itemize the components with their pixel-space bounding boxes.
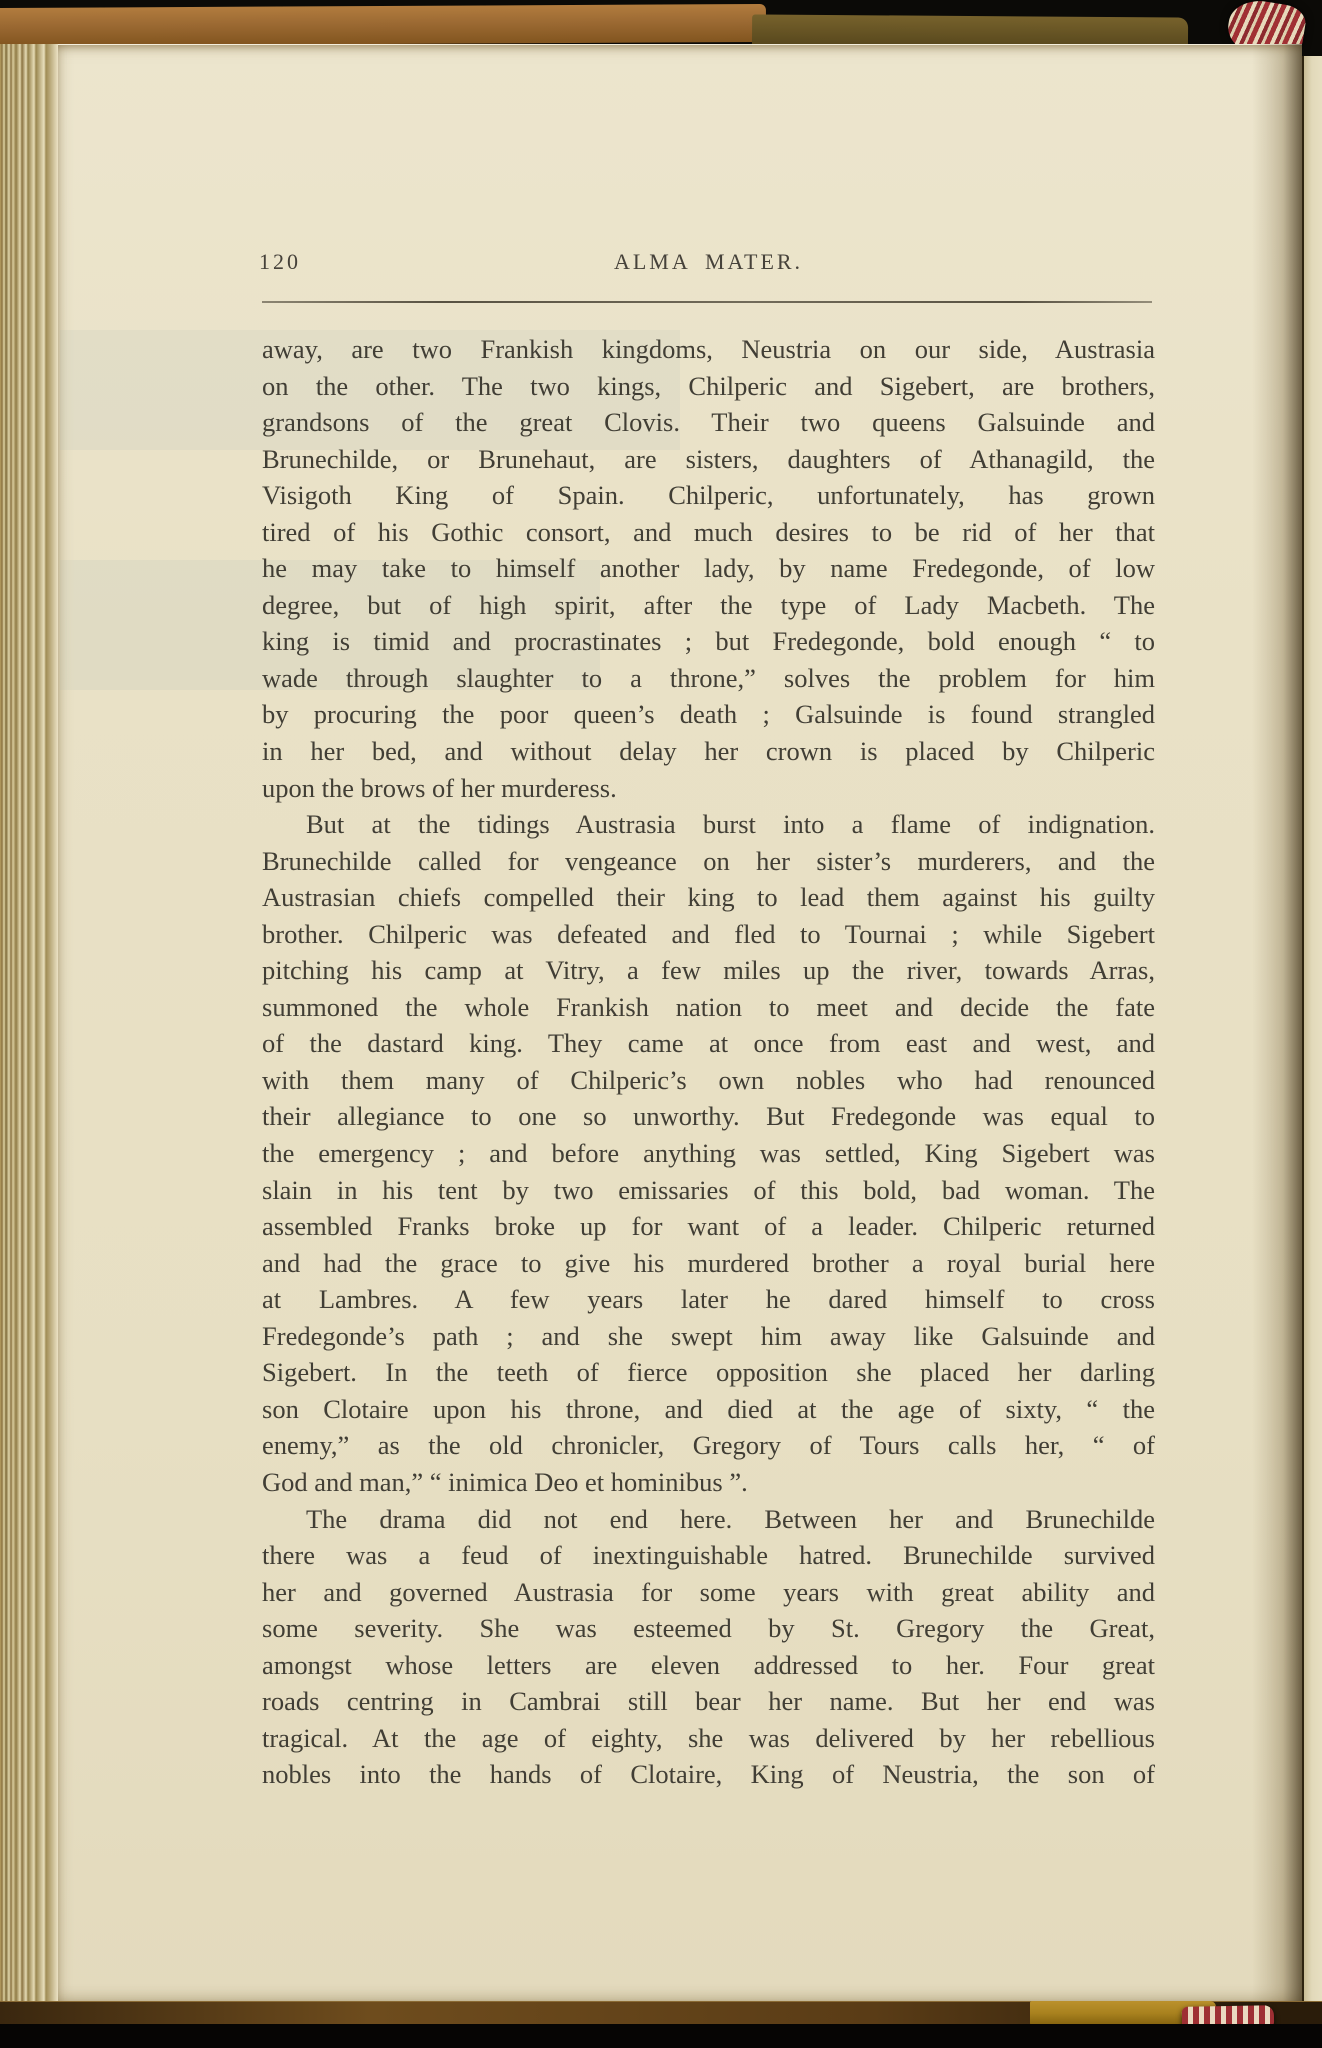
- text-line: roads centring in Cambrai still bear her name. But her end was: [262, 1686, 1155, 1717]
- text-line: and had the grace to give his murdered brother a royal burial here: [262, 1247, 1155, 1278]
- text-line: wade through slaughter to a throne,” solves the problem for him: [262, 662, 1155, 693]
- top-leather-strip-left: [0, 4, 766, 46]
- text-line: pitching his camp at Vitry, a few miles up the river, towards Arras,: [262, 955, 1155, 986]
- text-line: nobles into the hands of Clotaire, King of Neustria, the son of: [262, 1759, 1155, 1790]
- text-line: amongst whose letters are eleven addressed to her. Four great: [262, 1649, 1155, 1680]
- text-line: brother. Chilperic was defeated and fled to Tournai ; while Sigebert: [262, 918, 1155, 949]
- text-line: by procuring the poor queen’s death ; Galsuinde is found strangled: [262, 699, 1155, 730]
- page-number: 120: [259, 249, 301, 274]
- fore-edge-page-stack: [0, 44, 58, 2006]
- text-line: he may take to himself another lady, by name Fredegonde, of low: [262, 553, 1155, 584]
- text-line: with them many of Chilperic’s own nobles who had renounced: [262, 1064, 1155, 1095]
- text-line: Fredegonde’s path ; and she swept him away like Galsuinde and: [262, 1320, 1155, 1351]
- text-line: king is timid and procrastinates ; but Fredegonde, bold enough “ to: [262, 626, 1155, 657]
- text-line: their allegiance to one so unworthy. But Fredegonde was equal to: [262, 1101, 1155, 1132]
- text-line: there was a feud of inextinguishable hatred. Brunechilde survived: [262, 1540, 1155, 1571]
- text-line: tragical. At the age of eighty, she was delivered by her rebellious: [262, 1722, 1155, 1753]
- text-line: tired of his Gothic consort, and much desires to be rid of her that: [262, 516, 1155, 547]
- text-line: her and governed Austrasia for some years with great ability and: [262, 1576, 1155, 1607]
- text-line: slain in his tent by two emissaries of this bold, bad woman. The: [262, 1174, 1155, 1205]
- text-line: But at the tidings Austrasia burst into a flame of indignation.: [306, 809, 1155, 840]
- text-line: Sigebert. In the teeth of fierce opposition she placed her darling: [262, 1357, 1155, 1388]
- text-line: son Clotaire upon his throne, and died at the age of sixty, “ the: [262, 1393, 1155, 1424]
- text-line: enemy,” as the old chronicler, Gregory of Tours calls her, “ of: [262, 1430, 1155, 1461]
- text-line: grandsons of the great Clovis. Their two queens Galsuinde and: [262, 407, 1155, 438]
- text-line: assembled Franks broke up for want of a leader. Chilperic returned: [262, 1211, 1155, 1242]
- text-line: The drama did not end here. Between her and Brunechilde: [306, 1503, 1155, 1534]
- text-line: some severity. She was esteemed by St. Gregory the Great,: [262, 1613, 1155, 1644]
- body-text: [262, 331, 1155, 1793]
- text-line: of the dastard king. They came at once from east and west, and: [262, 1028, 1155, 1059]
- text-line: in her bed, and without delay her crown is placed by Chilperic: [262, 736, 1155, 767]
- text-line: summoned the whole Frankish nation to meet and decide the fate: [262, 991, 1155, 1022]
- opposite-page-edge: [1302, 56, 1322, 2004]
- running-header: ALMA MATER.: [613, 249, 804, 274]
- gutter-shadow: [1252, 44, 1302, 2004]
- text-line: away, are two Frankish kingdoms, Neustria on our side, Austrasia: [262, 334, 1155, 364]
- text-line: Austrasian chiefs compelled their king to lead them against his guilty: [262, 882, 1155, 913]
- text-line: God and man,” “ inimica Deo et hominibus ”.: [262, 1466, 748, 1497]
- text-line: Visigoth King of Spain. Chilperic, unfortunately, has grown: [262, 480, 1155, 511]
- text-line: Brunechilde called for vengeance on her sister’s murderers, and the: [262, 845, 1155, 876]
- header-rule: [262, 301, 1152, 303]
- text-line: the emergency ; and before anything was settled, King Sigebert was: [262, 1138, 1155, 1169]
- bottom-cloth-edge: [0, 2024, 1322, 2048]
- text-line: at Lambres. A few years later he dared himself to cross: [262, 1284, 1155, 1315]
- text-line: degree, but of high spirit, after the type of Lady Macbeth. The: [262, 589, 1155, 620]
- text-line: on the other. The two kings, Chilperic and Sigebert, are brothers,: [262, 370, 1155, 401]
- text-line: upon the brows of her murderess.: [262, 772, 617, 803]
- text-line: Brunechilde, or Brunehaut, are sisters, daughters of Athanagild, the: [262, 443, 1155, 474]
